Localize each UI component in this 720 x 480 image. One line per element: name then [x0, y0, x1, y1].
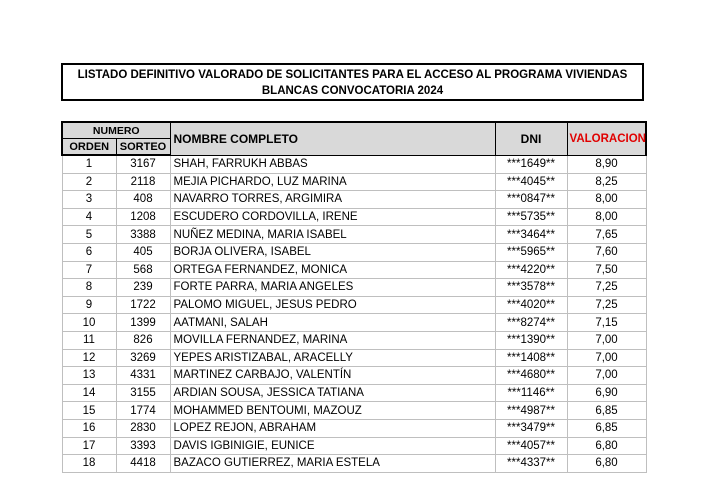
- cell-dni: ***3479**: [495, 419, 567, 437]
- cell-orden: 7: [62, 261, 116, 279]
- cell-dni: ***4057**: [495, 437, 567, 455]
- cell-orden: 2: [62, 173, 116, 191]
- cell-nombre: DAVIS IGBINIGIE, EUNICE: [170, 437, 495, 455]
- cell-nombre: PALOMO MIGUEL, JESUS PEDRO: [170, 296, 495, 314]
- cell-sorteo: 1774: [116, 402, 170, 420]
- cell-valoracion: 6,90: [567, 384, 646, 402]
- cell-nombre: ESCUDERO CORDOVILLA, IRENE: [170, 208, 495, 226]
- header-valoracion: VALORACION: [567, 122, 646, 155]
- cell-orden: 6: [62, 243, 116, 261]
- cell-valoracion: 7,00: [567, 349, 646, 367]
- cell-dni: ***4337**: [495, 455, 567, 473]
- table-row: [62, 226, 646, 244]
- cell-nombre: MOVILLA FERNANDEZ, MARINA: [170, 331, 495, 349]
- cell-sorteo: 405: [116, 243, 170, 261]
- cell-valoracion: 6,85: [567, 419, 646, 437]
- cell-nombre: BORJA OLIVERA, ISABEL: [170, 243, 495, 261]
- table-row: [62, 314, 646, 332]
- header-nombre: NOMBRE COMPLETO: [170, 122, 495, 155]
- cell-nombre: YEPES ARISTIZABAL, ARACELLY: [170, 349, 495, 367]
- cell-dni: ***0847**: [495, 191, 567, 209]
- table-row: [62, 208, 646, 226]
- cell-dni: ***5965**: [495, 243, 567, 261]
- table-body: [62, 155, 646, 472]
- cell-sorteo: 3269: [116, 349, 170, 367]
- cell-orden: 9: [62, 296, 116, 314]
- cell-dni: ***4045**: [495, 173, 567, 191]
- cell-valoracion: 8,00: [567, 191, 646, 209]
- cell-sorteo: 1399: [116, 314, 170, 332]
- cell-orden: 17: [62, 437, 116, 455]
- cell-orden: 8: [62, 279, 116, 297]
- cell-dni: ***4987**: [495, 402, 567, 420]
- cell-sorteo: 4331: [116, 367, 170, 385]
- cell-sorteo: 1722: [116, 296, 170, 314]
- cell-valoracion: 7,15: [567, 314, 646, 332]
- table-row: [62, 384, 646, 402]
- table-row: [62, 331, 646, 349]
- cell-valoracion: 8,00: [567, 208, 646, 226]
- table-row: [62, 419, 646, 437]
- cell-nombre: NAVARRO TORRES, ARGIMIRA: [170, 191, 495, 209]
- cell-sorteo: 408: [116, 191, 170, 209]
- applicants-table: [61, 121, 647, 473]
- table-row: [62, 191, 646, 209]
- cell-valoracion: 6,80: [567, 437, 646, 455]
- cell-orden: 14: [62, 384, 116, 402]
- cell-valoracion: 7,25: [567, 279, 646, 297]
- cell-nombre: NUÑEZ MEDINA, MARIA ISABEL: [170, 226, 495, 244]
- cell-valoracion: 6,85: [567, 402, 646, 420]
- cell-sorteo: 3393: [116, 437, 170, 455]
- cell-dni: ***1408**: [495, 349, 567, 367]
- cell-orden: 3: [62, 191, 116, 209]
- cell-nombre: MEJIA PICHARDO, LUZ MARINA: [170, 173, 495, 191]
- cell-valoracion: 7,65: [567, 226, 646, 244]
- cell-sorteo: 2830: [116, 419, 170, 437]
- cell-nombre: MARTINEZ CARBAJO, VALENTÍN: [170, 367, 495, 385]
- cell-nombre: BAZACO GUTIERREZ, MARIA ESTELA: [170, 455, 495, 473]
- table-row: [62, 296, 646, 314]
- cell-sorteo: 1208: [116, 208, 170, 226]
- cell-dni: ***3578**: [495, 279, 567, 297]
- cell-dni: ***3464**: [495, 226, 567, 244]
- header-orden: ORDEN: [62, 139, 116, 156]
- table-row: [62, 402, 646, 420]
- cell-dni: ***1390**: [495, 331, 567, 349]
- cell-nombre: AATMANI, SALAH: [170, 314, 495, 332]
- title-line-2: BLANCAS CONVOCATORIA 2024: [261, 85, 444, 97]
- cell-sorteo: 826: [116, 331, 170, 349]
- cell-valoracion: 7,50: [567, 261, 646, 279]
- cell-dni: ***8274**: [495, 314, 567, 332]
- cell-nombre: FORTE PARRA, MARIA ANGELES: [170, 279, 495, 297]
- table-row: [62, 437, 646, 455]
- cell-nombre: ORTEGA FERNANDEZ, MONICA: [170, 261, 495, 279]
- cell-nombre: SHAH, FARRUKH ABBAS: [170, 155, 495, 173]
- table-row: [62, 349, 646, 367]
- cell-valoracion: 7,25: [567, 296, 646, 314]
- table-row: [62, 455, 646, 473]
- cell-sorteo: 3388: [116, 226, 170, 244]
- cell-orden: 16: [62, 419, 116, 437]
- table-row: [62, 173, 646, 191]
- cell-dni: ***4680**: [495, 367, 567, 385]
- cell-valoracion: 8,90: [567, 155, 646, 173]
- cell-sorteo: 3167: [116, 155, 170, 173]
- cell-orden: 15: [62, 402, 116, 420]
- cell-dni: ***5735**: [495, 208, 567, 226]
- cell-orden: 4: [62, 208, 116, 226]
- cell-sorteo: 3155: [116, 384, 170, 402]
- header-numero: NUMERO: [62, 122, 170, 139]
- cell-orden: 13: [62, 367, 116, 385]
- header-dni: DNI: [495, 122, 567, 155]
- cell-valoracion: 7,00: [567, 331, 646, 349]
- cell-nombre: LOPEZ REJON, ABRAHAM: [170, 419, 495, 437]
- table-row: [62, 279, 646, 297]
- cell-orden: 1: [62, 155, 116, 173]
- header-sorteo: SORTEO: [116, 139, 170, 156]
- cell-valoracion: 8,25: [567, 173, 646, 191]
- cell-sorteo: 568: [116, 261, 170, 279]
- cell-dni: ***4020**: [495, 296, 567, 314]
- cell-orden: 10: [62, 314, 116, 332]
- cell-nombre: MOHAMMED BENTOUMI, MAZOUZ: [170, 402, 495, 420]
- cell-orden: 11: [62, 331, 116, 349]
- cell-sorteo: 239: [116, 279, 170, 297]
- table-row: [62, 155, 646, 173]
- cell-valoracion: 6,80: [567, 455, 646, 473]
- cell-valoracion: 7,60: [567, 243, 646, 261]
- cell-nombre: ARDIAN SOUSA, JESSICA TATIANA: [170, 384, 495, 402]
- cell-valoracion: 7,00: [567, 367, 646, 385]
- table-row: [62, 367, 646, 385]
- table-row: [62, 261, 646, 279]
- cell-sorteo: 2118: [116, 173, 170, 191]
- cell-orden: 5: [62, 226, 116, 244]
- cell-dni: ***4220**: [495, 261, 567, 279]
- cell-dni: ***1649**: [495, 155, 567, 173]
- cell-sorteo: 4418: [116, 455, 170, 473]
- table-row: [62, 243, 646, 261]
- document-title: [61, 63, 644, 101]
- cell-dni: ***1146**: [495, 384, 567, 402]
- cell-orden: 18: [62, 455, 116, 473]
- cell-orden: 12: [62, 349, 116, 367]
- title-line-1: LISTADO DEFINITIVO VALORADO DE SOLICITANTES PARA EL ACCESO AL PROGRAMA VIVIENDAS: [77, 69, 628, 81]
